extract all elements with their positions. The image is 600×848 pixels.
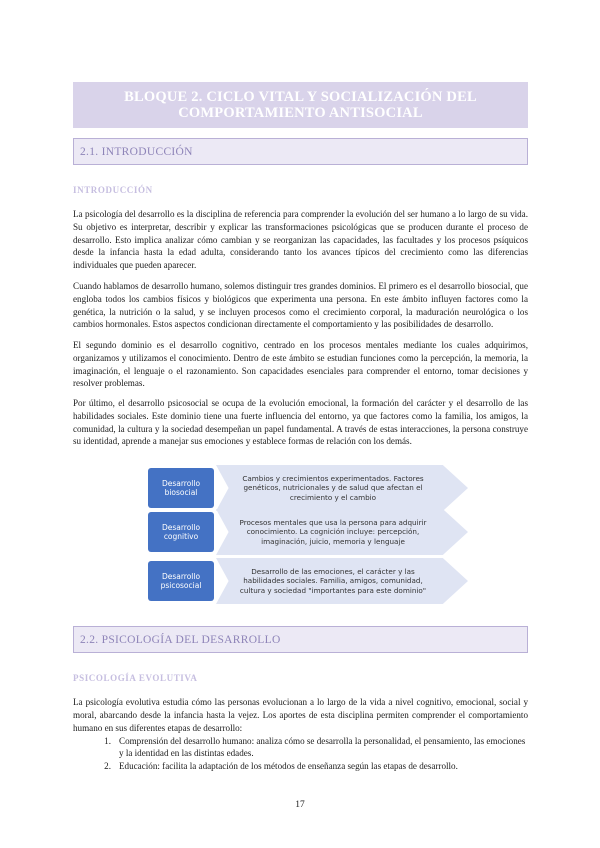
- section-bar-introduccion: [73, 138, 528, 165]
- block-title: BLOQUE 2. CICLO VITAL Y SOCIALIZACIÓN DEL COMPORTAMIENTO ANTISOCIAL: [124, 89, 477, 121]
- list-item-number: 1.: [104, 736, 111, 746]
- subheading-introduccion: INTRODUCCIÓN: [73, 185, 153, 195]
- diagram-description: Desarrollo de las emociones, el carácter y las habilidades sociales. Familia, amigos, comunidad, cultura y sociedad "importantes para este dominio": [239, 566, 427, 595]
- page-number: 17: [295, 800, 305, 810]
- paragraph-intro-3: El segundo dominio es el desarrollo cognitivo, centrado en los procesos mentales mediante los cuales adquirimos, organizamos y utilizamos el conocimiento. Dentro de este ámbito se estudian funciones como la percepción, la memoria, la imaginación, el lenguaje o el razonamiento. Son capacidades esenciales para comprender el entorno, tomar decisiones y resolver problemas.: [73, 340, 528, 389]
- diagram-row-cognitivo: [148, 509, 448, 555]
- diagram-row-psicosocial: [148, 558, 448, 604]
- list-item-number: 2.: [104, 760, 111, 771]
- section-bar-label: 2.1. INTRODUCCIÓN: [80, 145, 193, 158]
- list-item: [73, 760, 528, 772]
- paragraph-intro-1: La psicología del desarrollo es la disciplina de referencia para comprender la evolución del ser humano a lo largo de su vida. Su objetivo es interpretar, describir y explicar las transformaciones psicológicas que se producen durante el proceso de desarrollo. Esto implica analizar cómo cambian y se reorganizan las capacidades, las facultades y los procesos psíquicos desde la infancia hasta la edad adulta, considerando tanto los avances típicos del crecimiento como las diferencias individuales que pueden aparecer.: [73, 209, 528, 271]
- subheading-psicologia-evolutiva: PSICOLOGÍA EVOLUTIVA: [73, 673, 198, 683]
- diagram-row-biosocial: [148, 465, 448, 511]
- list-item-text: Educación: facilita la adaptación de los métodos de enseñanza según las etapas de desarrollo.: [119, 760, 458, 771]
- contributions-list: [73, 735, 528, 772]
- diagram-label-box: Desarrollo biosocial: [148, 468, 214, 508]
- diagram-description: Procesos mentales que usa la persona para adquirir conocimiento. La cognición incluye: percepción, imaginación, juicio, memoria y lenguaje: [239, 517, 427, 546]
- paragraph-evolutiva: La psicología evolutiva estudia cómo las personas evolucionan a lo largo de la vida a nivel cognitivo, emocional, social y moral, abarcando desde la infancia hasta la vejez. Los aportes de esta disciplina permiten comprender el comportamiento humano en sus diferentes etapas de desarrollo:: [73, 697, 528, 733]
- diagram-label-box: Desarrollo psicosocial: [148, 561, 214, 601]
- list-item-text: Comprensión del desarrollo humano: analiza cómo se desarrolla la personalidad, el pensamiento, las emociones y la identidad en las distintas edades.: [119, 736, 526, 759]
- section-bar-label: 2.2. PSICOLOGÍA DEL DESARROLLO: [80, 633, 281, 646]
- section-bar-psicologia-desarrollo: [73, 626, 528, 653]
- diagram-label-box: Desarrollo cognitivo: [148, 512, 214, 552]
- list-item: [73, 735, 528, 760]
- diagram-description: Cambios y crecimientos experimentados. Factores genéticos, nutricionales y de salud que afectan el crecimiento y el cambio: [242, 473, 424, 502]
- block-title-banner: [73, 82, 528, 128]
- paragraph-intro-2: Cuando hablamos de desarrollo humano, solemos distinguir tres grandes dominios. El primero es el desarrollo biosocial, que engloba todos los cambios físicos y biológicos que experimenta una persona. En este ámbito influyen factores como la genética, la nutrición o la salud, y se incluyen procesos como el crecimiento corporal, la maduración neurológica o los cambios hormonales. Estos aspectos condicionan directamente el comportamiento y las posibilidades de desarrollo.: [73, 281, 528, 330]
- paragraph-intro-4: Por último, el desarrollo psicosocial se ocupa de la evolución emocional, la formación del carácter y el desarrollo de las habilidades sociales. Este dominio tiene una fuerte influencia del entorno, ya que factores como la familia, los amigos, la comunidad, la cultura y la sociedad desempeñan un papel fundamental. A través de estas interacciones, la persona construye su identidad, aprende a manejar sus emociones y establece formas de relación con los demás.: [73, 398, 528, 447]
